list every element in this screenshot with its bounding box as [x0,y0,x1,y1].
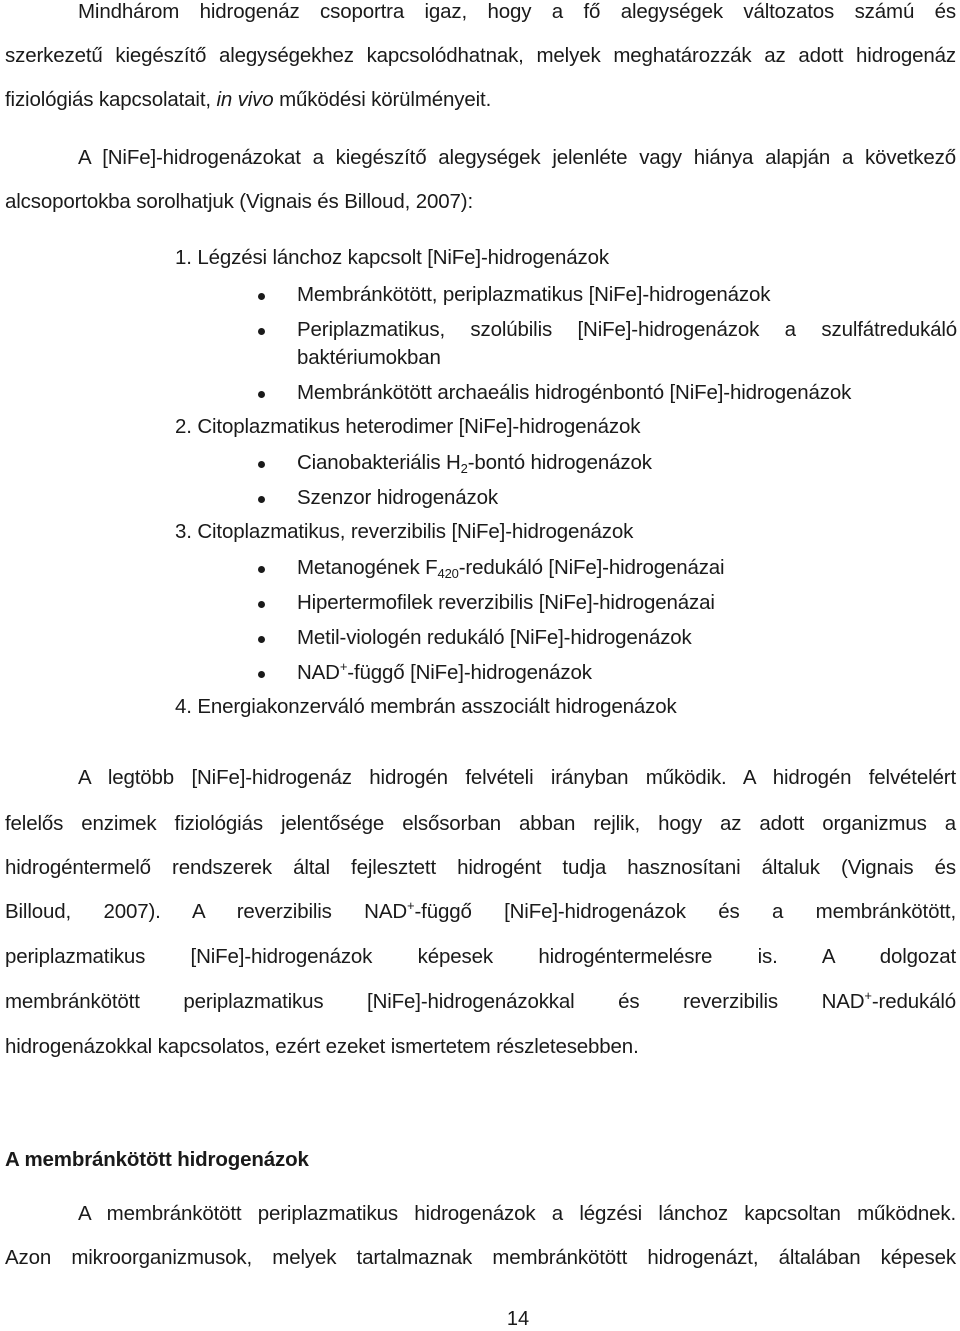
list-group-2: 2. Citoplazmatikus heterodimer [NiFe]-hidrogenázok [175,415,641,438]
list-item: Metil-viologén redukáló [NiFe]-hidrogenázok [297,626,692,649]
bullet-icon [258,601,265,608]
list-group-1: 1. Légzési lánchoz kapcsolt [NiFe]-hidrogenázok [175,246,609,269]
paragraph-3-line-2: felelős enzimek fiziológiás jelentősége elsősorban abban rejlik, hogy az adott organizmus a [5,812,956,835]
page-number: 14 [506,1308,530,1330]
section-line-2: Azon mikroorganizmusok, melyek tartalmaznak membránkötött hidrogenázt, általában képesek [5,1246,956,1269]
list-item: Membránkötött, periplazmatikus [NiFe]-hidrogenázok [297,283,771,306]
superscript: + [407,898,415,913]
paragraph-3-line-6 [5,990,956,1014]
italic-term: in vivo [216,88,274,111]
list-item-continuation: baktériumokban [297,346,441,369]
paragraph-3-line-1: A legtöbb [NiFe]-hidrogenáz hidrogén felvételi irányban működik. A hidrogén felvételért [78,766,956,789]
text-run: membránkötött periplazmatikus [NiFe]-hidrogenázokkal és reverzibilis NAD [5,990,865,1013]
list-group-3: 3. Citoplazmatikus, reverzibilis [NiFe]-hidrogenázok [175,520,634,543]
bullet-icon [258,671,265,678]
section-line-1: A membránkötött periplazmatikus hidrogenázok a légzési lánchoz kapcsoltan működnek. [78,1202,956,1225]
bullet-icon [258,391,265,398]
bullet-icon [258,496,265,503]
list-item: Membránkötött archaeális hidrogénbontó [NiFe]-hidrogenázok [297,381,852,404]
bullet-icon [258,636,265,643]
text-run: -redukáló [NiFe]-hidrogenázai [458,556,725,579]
bullet-icon [258,566,265,573]
list-item [297,556,724,580]
bullet-icon [258,293,265,300]
list-item [297,451,652,475]
paragraph-3-line-5: periplazmatikus [NiFe]-hidrogenázok képesek hidrogéntermelésre is. A dolgozat [5,945,956,968]
paragraph-2-line-1: A [NiFe]-hidrogenázokat a kiegészítő alegységek jelenléte vagy hiánya alapján a következő [78,146,956,169]
section-heading: A membránkötött hidrogenázok [5,1148,309,1171]
superscript: + [864,988,872,1003]
paragraph-1-line-3 [5,88,956,112]
list-group-4: 4. Energiakonzerváló membrán asszociált hidrogenázok [175,695,677,718]
paragraph-3-line-4 [5,900,956,924]
text-run: -függő [NiFe]-hidrogenázok [347,661,592,684]
text-run: működési körülményeit. [273,88,492,111]
paragraph-1-line-1: Mindhárom hidrogenáz csoportra igaz, hogy a fő alegységek változatos számú és [78,0,956,23]
bullet-icon [258,461,265,468]
list-item [297,661,592,685]
text-run: Billoud, 2007). A reverzibilis NAD [5,900,408,923]
subscript: 2 [460,461,468,476]
superscript: + [339,659,348,674]
text-run: NAD [297,661,340,684]
bullet-icon [258,328,265,335]
text-run: Cianobakteriális H [297,451,461,474]
paragraph-1-line-2: szerkezetű kiegészítő alegységekhez kapcsolódhatnak, melyek meghatározzák az adott hidrogenáz [5,44,956,67]
list-item: Szenzor hidrogenázok [297,486,498,509]
text-run: -bontó hidrogenázok [467,451,652,474]
list-item: Periplazmatikus, szolúbilis [NiFe]-hidrogenázok a szulfátredukáló [297,318,957,341]
text-run: fiziológiás kapcsolatait, [5,88,217,111]
text-run: -függő [NiFe]-hidrogenázok és a membránkötött, [414,900,956,923]
paragraph-2-line-2: alcsoportokba sorolhatjuk (Vignais és Billoud, 2007): [5,190,474,213]
paragraph-3-line-7: hidrogenázokkal kapcsolatos, ezért ezeket ismertetem részletesebben. [5,1035,639,1058]
text-run: -redukáló [871,990,956,1013]
text-run: Metanogének F [297,556,438,579]
list-item: Hipertermofilek reverzibilis [NiFe]-hidrogenázai [297,591,715,614]
subscript: 420 [437,566,459,581]
paragraph-3-line-3: hidrogéntermelő rendszerek által fejlesztett hidrogént tudja hasznosítani általuk (Vignais és [5,856,956,879]
